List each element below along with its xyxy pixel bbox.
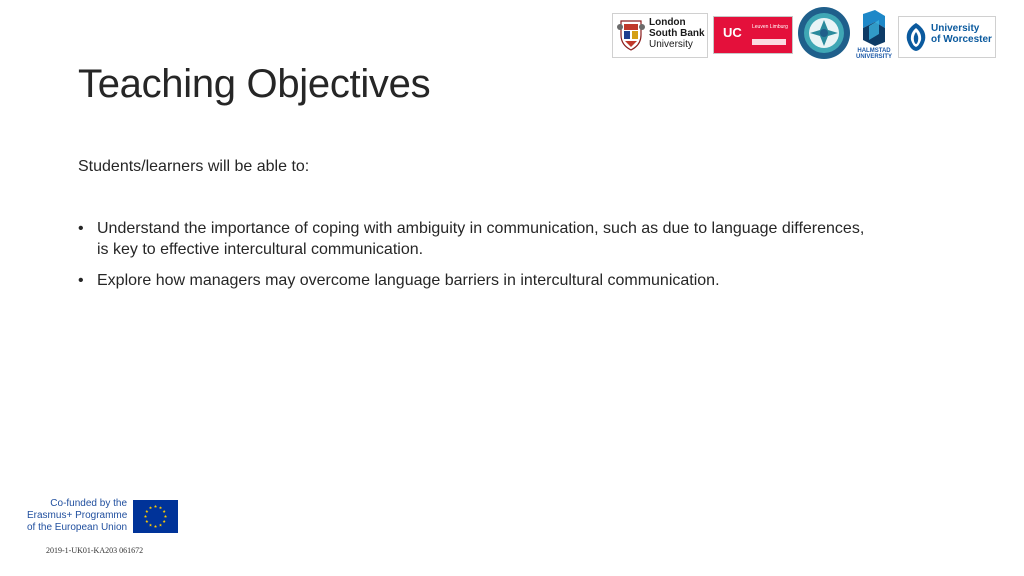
worcester-wordmark	[931, 23, 992, 45]
eu-cofunded-line: of the European Union	[27, 522, 128, 533]
lsbu-crest-icon	[616, 17, 646, 53]
halmstad-name: HALMSTAD UNIVERSITY	[855, 48, 892, 60]
ucll-name: Leuven Limburg	[752, 24, 788, 30]
lsbu-line2: South Bank	[649, 28, 705, 39]
intro-text: Students/learners will be able to:	[78, 158, 310, 175]
bullet-marker: •	[78, 220, 84, 237]
eu-cofunded-line: Erasmus+ Programme	[27, 510, 128, 521]
bursa-uludag-seal-icon	[797, 6, 851, 60]
slide-title: Teaching Objectives	[78, 62, 431, 106]
halmstad-logo	[855, 8, 893, 60]
lsbu-wordmark	[649, 17, 705, 50]
objective-item	[78, 270, 878, 291]
ucll-logo	[713, 16, 793, 54]
ucll-motto-bar-icon	[752, 39, 786, 45]
lsbu-line1: London	[649, 17, 686, 28]
eu-cofunded-text	[27, 498, 127, 534]
worcester-logo	[898, 16, 996, 58]
lsbu-line3: University	[649, 39, 693, 50]
eu-flag-icon	[133, 500, 178, 533]
eu-cofunded-line: Co-funded by the	[50, 498, 127, 509]
worcester-line1: University	[931, 23, 980, 34]
project-code: 2019-1-UK01-KA203 061672	[46, 546, 144, 555]
halmstad-mark-icon	[855, 8, 893, 48]
partner-logos	[612, 10, 994, 60]
worcester-mark-icon	[903, 22, 929, 52]
objectives-list	[78, 218, 878, 301]
objective-text: Explore how managers may overcome language barriers in intercultural communication.	[97, 272, 720, 289]
objective-text: Understand the importance of coping with ambiguity in communication, such as due to language differences, is key to effective intercultural communication.	[97, 220, 865, 258]
lsbu-logo	[612, 13, 708, 58]
objective-item	[78, 218, 878, 260]
bullet-marker: •	[78, 272, 84, 289]
worcester-line2: of Worcester	[931, 34, 992, 45]
ucll-mark: UC	[723, 25, 742, 40]
